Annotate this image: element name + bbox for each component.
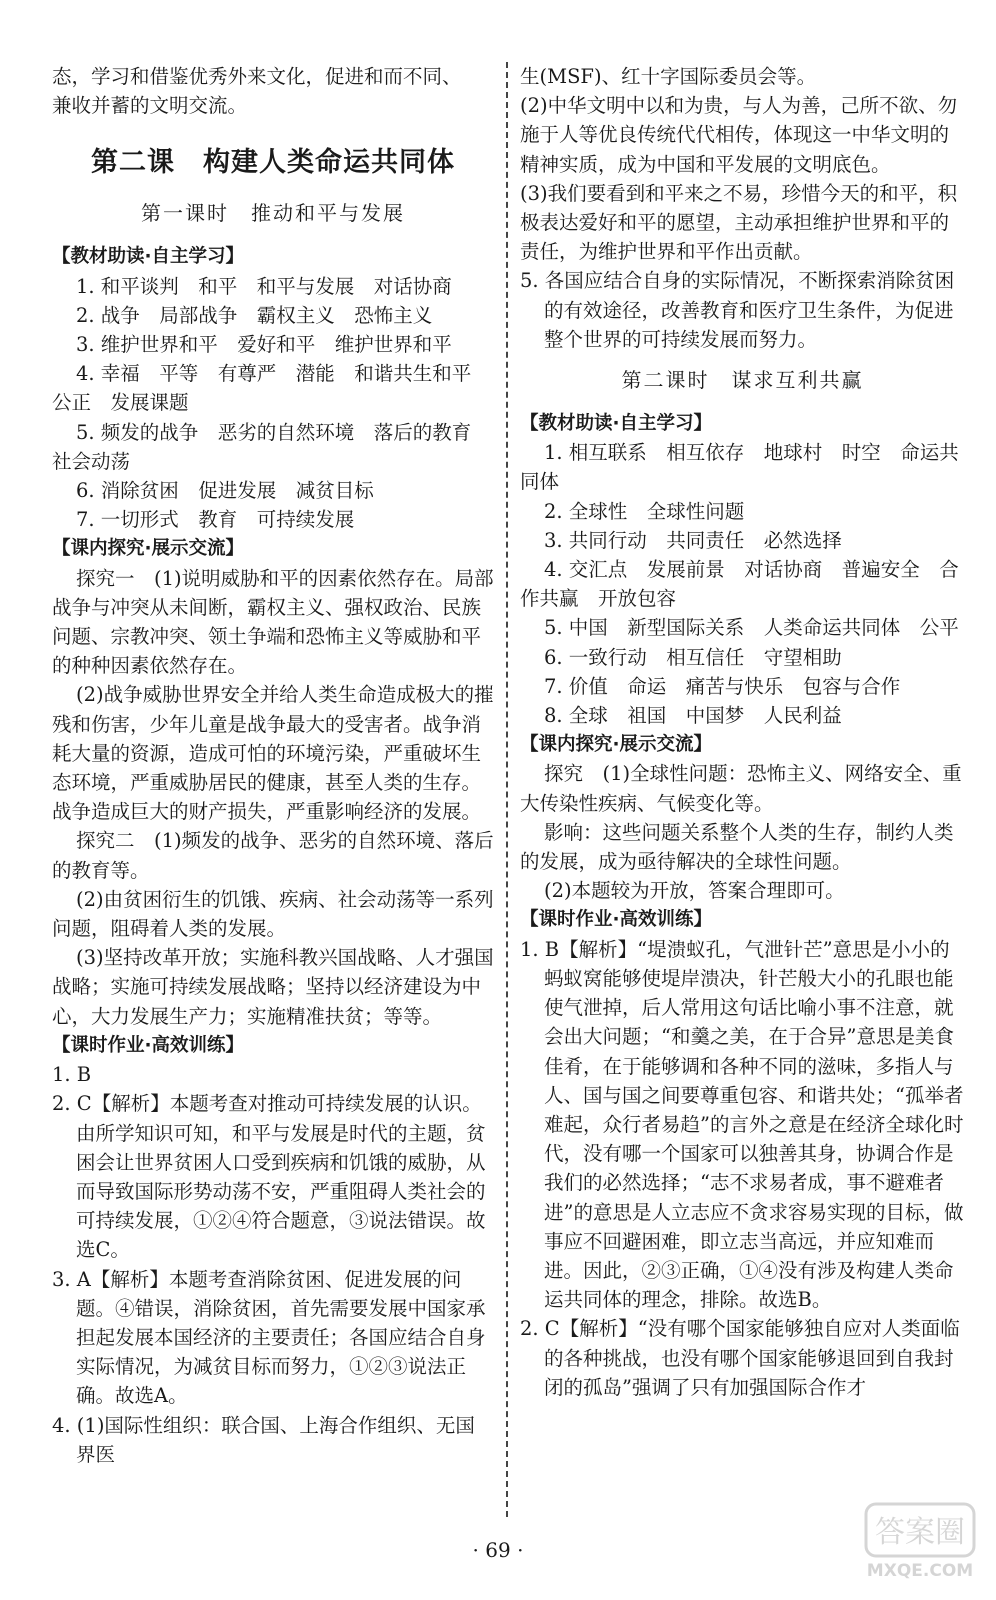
answer-item: 1. 和平谈判 和平 和平与发展 对话协商 [76, 274, 452, 298]
continued-para: (3)我们要看到和平来之不易，珍惜今天的和平，积极表达爱好和平的愿望，主动承担维护世界和平的责任，为维护世界和平作出贡献。 [520, 181, 958, 264]
answer-item: 6. 消除贫困 促进发展 减贫目标 [76, 479, 374, 503]
answer-item: 5. 频发的战争 恶劣的自然环境 落后的教育 社会动荡 [52, 420, 491, 473]
lesson2-title: 第二课时 谋求互利共赢 [621, 368, 864, 393]
explore-para: (2)战争威胁世界安全并给人类生命造成极大的摧残和伤害，少年儿童是战争最大的受害者。战争消耗大量的资源，造成可怕的环境污染，严重破坏生态环境，严重威胁居民的健康，甚至人类的生存。战争造成巨大的财产损失，严重影响经济的发展。 [52, 683, 494, 824]
explore-para: 探究 (1)全球性问题：恐怖主义、网络安全、重大传染性疾病、气候变化等。 [520, 762, 962, 815]
answer-item: 8. 全球 祖国 中国梦 人民利益 [544, 704, 842, 728]
continued-para: 生(MSF)、红十字国际委员会等。 [520, 65, 817, 88]
watermark-logo [864, 1502, 976, 1580]
explore-para: 影响：这些问题关系整个人类的生存，制约人类的发展，成为亟待解决的全球性问题。 [520, 820, 954, 874]
watermark-url: MXQE.COM [866, 1561, 974, 1580]
left-column [52, 62, 494, 1469]
answer-item: 4. 幸福 平等 有尊严 潜能 和谐共生和平 公正 发展课题 [52, 362, 491, 415]
section-header: 【课内探究·展示交流】 [520, 734, 713, 756]
exercise-item: 4. (1)国际性组织：联合国、上海合作组织、无国界医 [52, 1413, 475, 1466]
section-header: 【课时作业·高效训练】 [520, 909, 713, 931]
answer-item: 7. 价值 命运 痛苦与快乐 包容与合作 [544, 674, 901, 698]
explore-para: (3)坚持改革开放；实施科教兴国战略、人才强国战略；实施可持续发展战略；坚持以经济建设为中心，大力发展生产力；实施精准扶贫；等等。 [52, 946, 494, 1028]
lesson-title: 第二课 构建人类命运共同体 [91, 147, 455, 179]
column-divider [506, 62, 508, 1517]
exercise-item: 2. C【解析】“没有哪个国家能够独自应对人类面临的各种挑战，也没有哪个国家能够退回到自我封闭的孤岛”强调了只有加强国际合作才 [520, 1317, 960, 1399]
continued-para: (2)中华文明中以和为贵，与人为善，己所不欲、勿施于人等优良传统代代相传，体现这一中华文明的精神实质，成为中国和平发展的文明底色。 [520, 94, 958, 176]
answer-item: 3. 共同行动 共同责任 必然选择 [544, 528, 842, 552]
explore-para: (2)本题较为开放，答案合理即可。 [544, 879, 845, 903]
explore-para: 探究一 (1)说明威胁和平的因素依然存在。局部战争与冲突从未间断，霸权主义、强权政治、民族问题、宗教冲突、领土争端和恐怖主义等威胁和平的种种因素依然存在。 [52, 566, 494, 678]
answer-item: 3. 维护世界和平 爱好和平 维护世界和平 [76, 333, 452, 357]
answer-item: 2. 战争 局部战争 霸权主义 恐怖主义 [76, 303, 433, 327]
intro-line: 兼收并蓄的文明交流。 [52, 94, 248, 118]
answer-item: 1. 相互联系 相互依存 地球村 时空 命运共同体 [520, 441, 959, 494]
exercise-item: 3. A【解析】本题考查消除贫困、促进发展的问题。④错误，消除贫困，首先需要发展中国家承担起发展本国经济的主要责任；各国应结合自身实际情况，为减贫目标而努力，①②③说法正确。故选A。 [52, 1267, 486, 1408]
intro-line: 态，学习和借鉴优秀外来文化，促进和而不同、 [52, 65, 462, 88]
exercise-item: 2. C【解析】本题考查对推动可持续发展的认识。由所学知识可知，和平与发展是时代的主题，贫困会让世界贫困人口受到疾病和饥饿的威胁，从而导致国际形势动荡不安，严重阻碍人类社会的可持续发展，①②④符合题意，③说法错误。故选C。 [52, 1092, 486, 1262]
answer-item: 6. 一致行动 相互信任 守望相助 [544, 645, 842, 669]
answer-item: 4. 交汇点 发展前景 对话协商 普遍安全 合作共赢 开放包容 [520, 558, 959, 611]
watermark-text: 答案圈 [875, 1515, 965, 1550]
explore-para: 探究二 (1)频发的战争、恶劣的自然环境、落后的教育等。 [52, 829, 494, 882]
lesson1-title: 第一课时 推动和平与发展 [141, 201, 405, 226]
section-header: 【课内探究·展示交流】 [52, 538, 245, 560]
answer-item: 5. 中国 新型国际关系 人类命运共同体 公平 [544, 616, 959, 640]
answer-item: 7. 一切形式 教育 可持续发展 [76, 508, 355, 532]
page-number: · 69 · [472, 1538, 524, 1562]
right-column [520, 62, 965, 1402]
section-header: 【教材助读·自主学习】 [52, 246, 245, 268]
continued-para: 5. 各国应结合自身的实际情况，不断探索消除贫困的有效途径，改善教育和医疗卫生条件，为促进整个世界的可持续发展而努力。 [520, 269, 955, 351]
section-header: 【课时作业·高效训练】 [52, 1034, 245, 1056]
exercise-item: 1. B【解析】“堤溃蚁孔，气泄针芒”意思是小小的蚂蚁窝能够使堤岸溃决，针芒般大小的孔眼也能使气泄掉，后人常用这句话比喻小事不注意，就会出大问题；“和羹之美，在于合异”意思是美食佳肴，在于能够调和各种不同的滋味，多指人与人、国与国之间要尊重包容、和谐共处；“孤举者难起，众行者易趋”的言外之意是在经济全球化时代，没有哪一个国家可以独善其身，协调合作是我们的必然选择；“志不求易者成，事不避难者进”的意思是人立志应不贪求容易实现的目标，做事应不回避困难，即立志当高远，并应知难而进。因此，②③正确，①④没有涉及构建人类命运共同体的理念，排除。故选B。 [520, 937, 964, 1312]
answer-item: 2. 全球性 全球性问题 [544, 499, 745, 523]
explore-para: (2)由贫困衍生的饥饿、疾病、社会动荡等一系列问题，阻碍着人类的发展。 [52, 887, 494, 941]
section-header: 【教材助读·自主学习】 [520, 413, 713, 435]
exercise-item: 1. B [52, 1063, 92, 1087]
